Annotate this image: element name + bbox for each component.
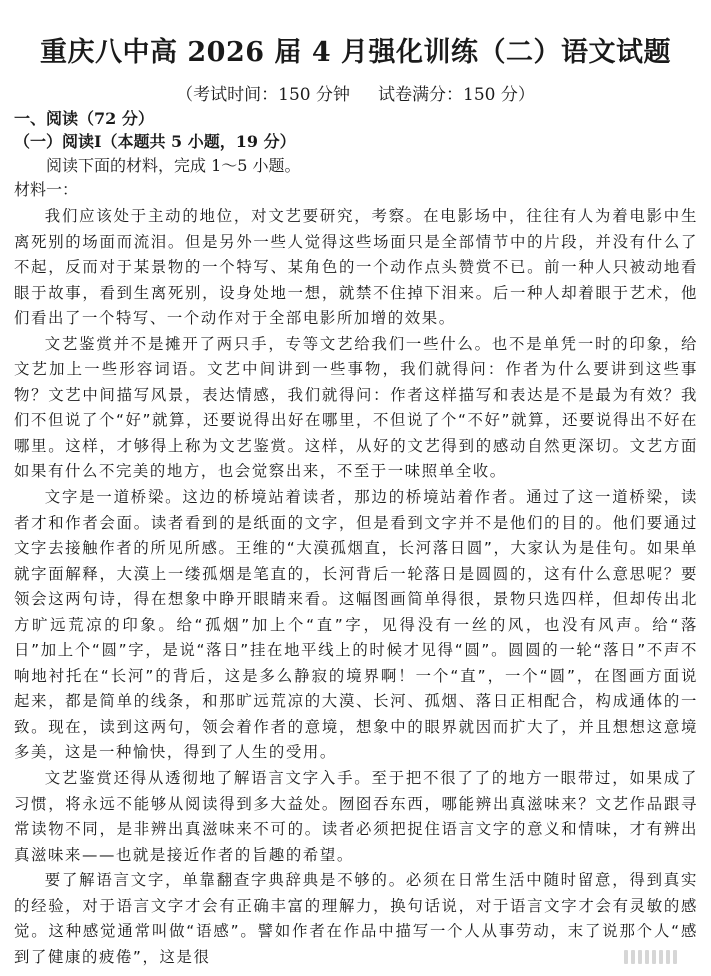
passage-paragraph: 文艺鉴赏还得从透彻地了解语言文字入手。至于把不很了了的地方一眼带过，如果成了习惯，将永远不能够从阅读得到多大益处。囫囵吞东西，哪能辨出真滋味来？文艺作品跟寻常读物不同，是非辨出真滋味来不可的。读者必须把捉住语言文字的意义和情味，才有辨出真滋味来——也就是接近作者的旨趣的希望。 xyxy=(14,769,698,864)
exam-time-text: （考试时间：150 分钟 xyxy=(176,85,350,105)
passage-paragraph: 我们应该处于主动的地位，对文艺要研究，考察。在电影场中，往往有人为着电影中生离死别的场面而流泪。但是另外一些人觉得这些场面只是全部情节中的片段，并没有什么了不起，反而对于某景物的一个特写、某角色的一个动作点头赞赏不已。前一种人只被动地看眼于故事，看到生离死别，设身处地一想，就禁不住掉下泪来。后一种人却着眼于艺术，他们看出了一个特写、一个动作对于全部电影所加增的效果。 xyxy=(14,207,698,328)
section-heading: 一、阅读（72 分） xyxy=(14,109,154,128)
passage-paragraph: 文字是一道桥梁。这边的桥境站着读者，那边的桥境站着作者。通过了这一道桥梁，读者才和作者会面。读者看到的是纸面的文字，但是看到文字并不是他们的目的。他们要通过文字去接触作者的所见所感。王维的“大漠孤烟直，长河落日圆”，大家认为是佳句。如果单就字面解释，大漠上一缕孤烟是笔直的，长河背后一轮落日是圆圆的，这有什么意思呢？要领会这两句诗，得在想象中睁开眼睛来看。这幅图画简单得很，景物只选四样，但却传出北方旷远荒凉的印象。给“孤烟”加上个“直”字，见得没有一丝的风，也没有风声。给“落日”加上个“圆”字，是说“落日”挂在地平线上的时候才见得“圆”。圆圆的一轮“落日”不声不响地衬托在“长河”的背后，这是多么静寂的境界啊！一个“直”，一个“圆”，在图画方面说起来，都是简单的线条，和那旷远荒凉的大漠、长河、孤烟、落日正相配合，构成通体的一致。现在，读到这两句，领会着作者的意境，想象中的眼界就因而扩大了，并且想想这意境多美，这是一种愉快，得到了人生的受用。 xyxy=(14,488,698,762)
page-title: 重庆八中高 2026 届 4 月强化训练（二）语文试题 xyxy=(39,37,672,68)
reading-passage xyxy=(14,204,698,970)
material-label: 材料一： xyxy=(14,180,79,199)
exam-info-line xyxy=(0,80,711,105)
exam-score-text: 试卷满分：150 分） xyxy=(378,85,535,105)
reading-instruction: 阅读下面的材料，完成 1～5 小题。 xyxy=(46,156,301,175)
sub-section-heading: （一）阅读Ⅰ（本题共 5 小题，19 分） xyxy=(14,132,296,151)
passage-paragraph: 要了解语言文字，单靠翻查字典辞典是不够的。必须在日常生活中随时留意，得到真实的经验，对于语言文字才会有正确丰富的理解力，换句话说，对于语言文字才会有灵敏的感觉。这种感觉通常叫做“语感”。譬如作者在作品中描写一个人从事劳动，末了说那个人“感到了健康的疲倦”，这是很 xyxy=(14,871,698,966)
passage-paragraph: 文艺鉴赏并不是摊开了两只手，专等文艺给我们一些什么。也不是单凭一时的印象，给文艺加上一些形容词语。文艺中间讲到一些事物，我们就得问：作者为什么要讲到这些事物？文艺中间描写风景，表达情感，我们就得问：作者这样描写和表达是不是最为有效？我们不但说了个“好”就算，还要说得出好在哪里，不但说了个“不好”就算，还要说得出不好在哪里。这样，才够得上称为文艺鉴赏。这样，从好的文艺得到的感动自然更深切。文艺方面如果有什么不完美的地方，也会觉察出来，不至于一味照单全收。 xyxy=(14,334,698,481)
